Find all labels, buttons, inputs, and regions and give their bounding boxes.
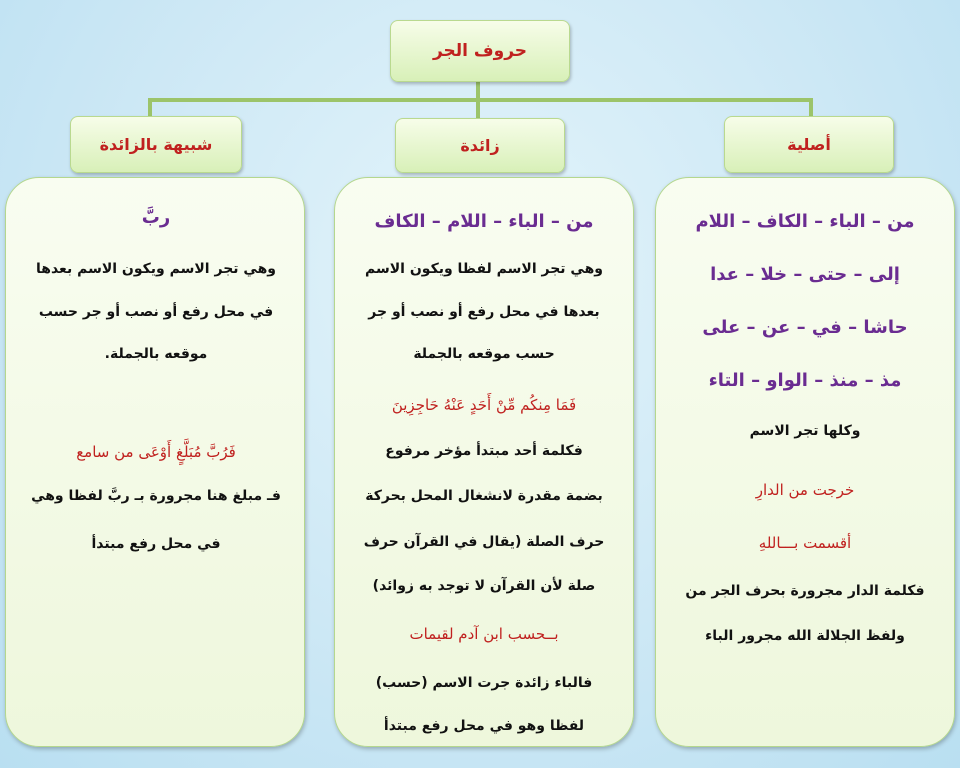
zaida-text-line: بعدها في محل رفع أو نصب أو جر xyxy=(368,304,600,320)
shabiha-text-line: فَرُبَّ مُبَلَّغٍ أَوْعَى من سامع xyxy=(76,443,236,461)
zaida-text-line: وهي تجر الاسم لفظا ويكون الاسم xyxy=(365,261,603,277)
zaida-text-line: لفظا وهو في محل رفع مبتدأ xyxy=(383,718,585,734)
zaida-text-line: حرف الصلة (يقال في القرآن حرف xyxy=(363,534,605,550)
asliya-text-line: من – الباء – الكاف – اللام xyxy=(695,211,915,232)
zaida-text-line: بضمة مقدرة لانشغال المحل بحركة xyxy=(365,488,603,504)
shabiha-text-line: ربَّ xyxy=(141,207,171,228)
zaida-text-line: فَمَا مِنكُم مِّنْ أَحَدٍ عَنْهُ حَاجِزِينَ xyxy=(391,396,577,414)
asliya-text-line: أقسمت بـــاللهِ xyxy=(758,534,852,552)
asliya-text-line: حاشا – في – عن – على xyxy=(702,317,908,338)
zaida-text-line: فكلمة أحد مبتدأ مؤخر مرفوع xyxy=(385,443,583,459)
branch-header-zaida: زائدة xyxy=(395,118,565,173)
branch-header-asliya: أصلية xyxy=(724,116,894,173)
asliya-text-line: إلى – حتى – خلا – عدا xyxy=(710,264,900,285)
zaida-text-line: بــحسب ابن آدم لقيمات xyxy=(409,625,559,643)
asliya-text-line: فكلمة الدار مجرورة بحرف الجر من xyxy=(685,583,925,599)
zaida-text-line: فالباء زائدة جرت الاسم (حسب) xyxy=(375,675,593,691)
zaida-text-line: حسب موقعه بالجملة xyxy=(413,346,555,362)
asliya-text-line: مذ – منذ – الواو – التاء xyxy=(708,370,902,391)
asliya-text-line: وكلها تجر الاسم xyxy=(749,423,861,439)
shabiha-text-line: في محل رفع أو نصب أو جر حسب xyxy=(38,304,274,320)
zaida-text-line: صلة لأن القرآن لا توجد به زوائد) xyxy=(372,578,596,594)
shabiha-text-line: وهي تجر الاسم ويكون الاسم بعدها xyxy=(36,261,276,277)
shabiha-text-line: موقعه بالجملة. xyxy=(104,346,208,362)
root-node: حروف الجر xyxy=(390,20,570,82)
zaida-text-line: من – الباء – اللام – الكاف xyxy=(374,211,594,232)
shabiha-text-line: فـ مبلغ هنا مجرورة بـ ربَّ لفظا وهي xyxy=(31,488,281,504)
asliya-text-line: ولفظ الجلالة الله مجرور الباء xyxy=(705,628,905,644)
asliya-text-line: خرجت من الدارِ xyxy=(755,481,855,499)
branch-header-shabiha: شبيهة بالزائدة xyxy=(70,116,242,173)
shabiha-text-line: في محل رفع مبتدأ xyxy=(91,536,221,552)
